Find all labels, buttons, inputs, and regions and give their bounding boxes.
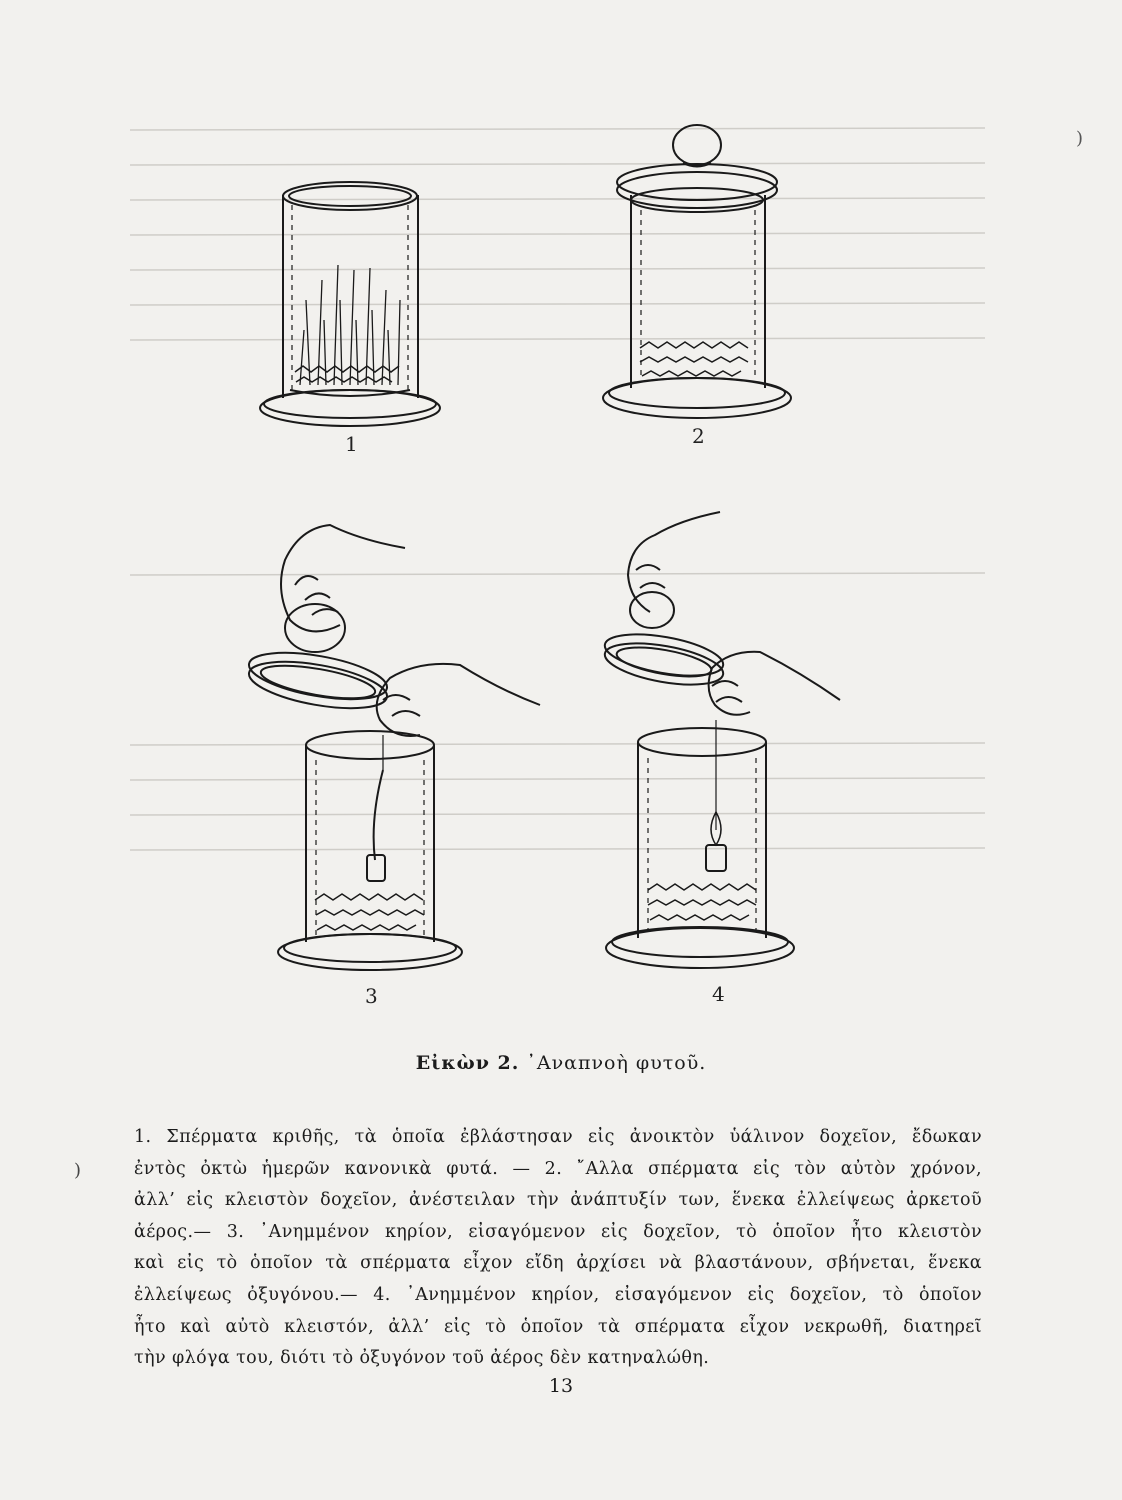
page-number: 13 <box>548 1375 574 1397</box>
figure-caption <box>0 1052 1122 1074</box>
margin-mark-top: ) <box>1076 128 1084 149</box>
panel-label-1: 1 <box>345 432 358 456</box>
margin-mark-left: ) <box>74 1160 82 1181</box>
text-line: τὴν φλόγα του, διότι τὸ ὀξυγόνον τοῦ ἀέρος δὲν κατηναλώθη. <box>134 1348 710 1369</box>
panel-label-2: 2 <box>692 424 705 448</box>
text-line: ἐλλείψεως ὀξυγόνου.— 4. ᾿Ανημμένον κηρίον, εἰσαγόμενον εἰς δοχεῖον, τὸ ὁποῖον <box>134 1284 982 1305</box>
caption-title: ᾿Αναπνοὴ φυτοῦ. <box>526 1052 707 1074</box>
jar-panel-2 <box>603 125 791 418</box>
text-line: 1. Σπέρματα κριθῆς, τὰ ὁποῖα ἐβλάστησαν εἰς ἀνοικτὸν ὑάλινον δοχεῖον, ἔδωκαν <box>134 1127 982 1147</box>
text-line: ἦτο καὶ αὐτὸ κλειστόν, ἀλλ’ εἰς τὸ ὁποῖον τὰ σπέρματα εἶχον νεκρωθῆ, διατηρεῖ <box>134 1316 982 1337</box>
panel-label-4: 4 <box>712 982 725 1006</box>
figure-description <box>134 1122 982 1375</box>
bleed-through <box>130 128 985 850</box>
jar-panel-3 <box>246 525 540 970</box>
jar-panel-4 <box>602 512 840 968</box>
text-line: ἀλλ’ εἰς κλειστὸν δοχεῖον, ἀνέστειλαν τὴν ἀνάπτυξίν των, ἕνεκα ἐλλείψεως ἀρκετοῦ <box>134 1190 982 1211</box>
text-line: ἐντὸς ὀκτὼ ἡμερῶν κανονικὰ φυτά. — 2. ῎Αλλα σπέρματα εἰς τὸν αὐτὸν χρόνον, <box>134 1158 982 1179</box>
caption-label: Εἰκὼν 2. <box>415 1052 520 1074</box>
text-line: ἀέρος.— 3. ᾿Ανημμένον κηρίον, εἰσαγόμενον εἰς δοχεῖον, τὸ ὁποῖον ἦτο κλειστὸν <box>134 1221 982 1242</box>
panel-label-3: 3 <box>365 984 378 1008</box>
text-line: καὶ εἰς τὸ ὁποῖον τὰ σπέρματα εἶχον εἴδη ἀρχίσει νὰ βλαστάνουν, σβήνεται, ἕνεκα <box>134 1253 982 1274</box>
